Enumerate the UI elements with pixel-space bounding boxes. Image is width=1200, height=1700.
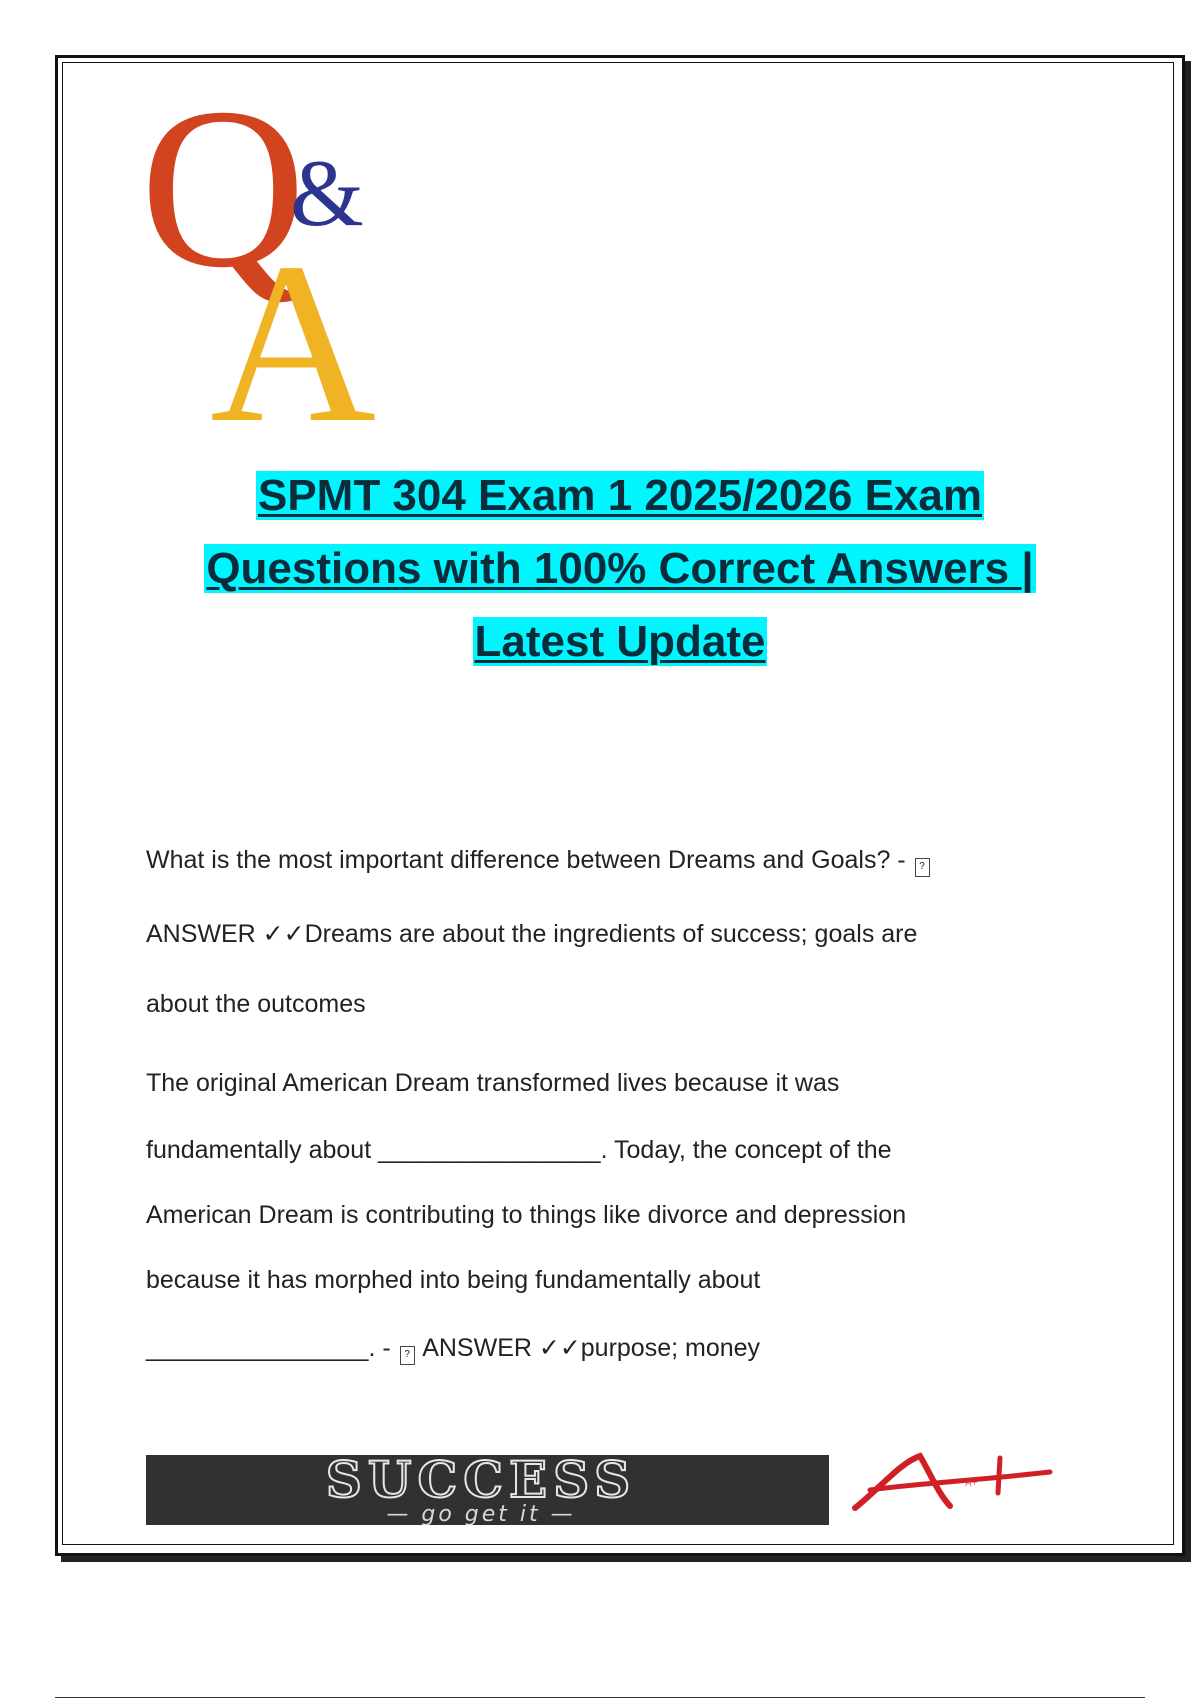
- question-answer-2: [146, 1068, 1076, 1365]
- banner-main-text: SUCCESS: [325, 1455, 637, 1509]
- badge-text: A+: [965, 1478, 978, 1489]
- qa-line: What is the most important difference between Dreams and Goals? - ?: [146, 845, 1076, 877]
- qa-line: fundamentally about ________________. Today, the concept of the: [146, 1136, 892, 1164]
- question-answer-1: [146, 845, 1076, 1019]
- logo-letter-a: A: [210, 215, 377, 460]
- qa-line: The original American Dream transformed lives because it was: [146, 1069, 840, 1097]
- qa-line: ANSWER ✓✓Dreams are about the ingredients of success; goals are: [146, 920, 918, 948]
- logo-ampersand: &: [290, 140, 364, 246]
- banner-sub-text: — go get it —: [386, 1502, 576, 1525]
- qa-logo: [140, 75, 440, 460]
- success-banner: [146, 1455, 829, 1525]
- title-line: SPMT 304 Exam 1 2025/2026 Exam: [257, 471, 983, 520]
- qa-line: about the outcomes: [146, 990, 366, 1018]
- document-title: [100, 470, 1140, 689]
- box-glyph-icon: ?: [400, 1346, 415, 1365]
- box-glyph-icon: ?: [915, 858, 930, 877]
- footer-rule: [55, 1697, 1145, 1698]
- title-line: Latest Update: [474, 617, 766, 666]
- a-plus-badge: [850, 1448, 1060, 1518]
- qa-line: American Dream is contributing to things like divorce and depression: [146, 1201, 907, 1229]
- qa-line: because it has morphed into being fundamentally about: [146, 1266, 761, 1294]
- logo-letter-q: Q: [140, 75, 307, 315]
- qa-line: ________________. - ? ANSWER ✓✓purpose; money: [146, 1333, 1076, 1365]
- title-line: Questions with 100% Correct Answers |: [206, 544, 1034, 593]
